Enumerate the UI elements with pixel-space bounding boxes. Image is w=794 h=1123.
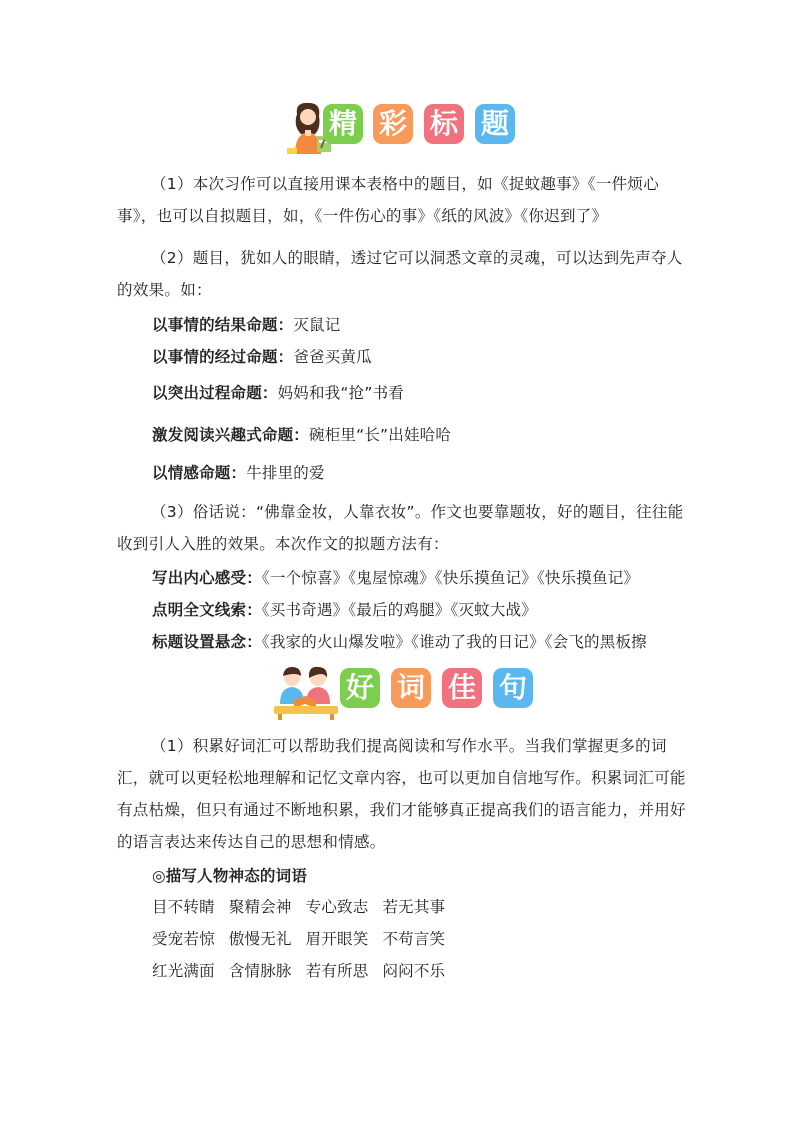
method-text: 《一个惊喜》《鬼屋惊魂》《快乐摸鱼记》《快乐摸鱼记》: [261, 569, 640, 587]
vocab-word: 含情脉脉: [228, 962, 292, 980]
method-label: 标题设置悬念：: [152, 633, 262, 651]
example-line: [152, 462, 325, 484]
vocab-word: 目不转睛: [152, 898, 215, 916]
title-char-2: 词: [391, 668, 431, 708]
title-char-1: 精: [323, 104, 363, 144]
paragraph-3: （3）俗话说：“佛靠金妆，人靠衣妆”。作文也要靠题妆，好的题目，往往能收到引人入胜的效果。本次作文的拟题方法有：: [117, 503, 684, 553]
title-char-4: 题: [475, 104, 515, 144]
vocab-heading: ◎描写人物神态的词语: [152, 867, 308, 885]
vocab-word: 不苟言笑: [382, 930, 446, 948]
section-header-titles: [0, 100, 794, 156]
vocab-word: 傲慢无礼: [228, 930, 292, 948]
example-label: 以事情的经过命题：: [152, 348, 294, 366]
vocab-row: [152, 896, 459, 918]
vocab-word: 受宠若惊: [152, 930, 215, 948]
paragraph-4: （1）积累好词汇可以帮助我们提高阅读和写作水平。当我们掌握更多的词汇，就可以更轻松地理解和记忆文章内容，也可以更加自信地写作。积累词汇可能有点枯燥，但只有通过不断地积累，我们才能够真正提高我们的语言能力，并用好的语言表达来传达自己的思想和情感。: [117, 737, 686, 851]
title-char-4: 句: [493, 668, 533, 708]
example-label: 激发阅读兴趣式命题：: [152, 426, 310, 444]
vocab-word: 红光满面: [152, 962, 215, 980]
example-line: [152, 346, 372, 368]
example-line: [152, 314, 340, 336]
example-label: 以突出过程命题：: [152, 384, 278, 402]
method-label: 点明全文线索：: [152, 601, 262, 619]
title-char-3: 佳: [442, 668, 482, 708]
example-text: 爸爸买黄瓜: [293, 348, 372, 366]
example-text: 碗柜里“长”出娃哈哈: [309, 426, 452, 444]
vocab-word: 若无其事: [382, 898, 446, 916]
vocab-word: 专心致志: [305, 898, 369, 916]
vocab-row: [152, 928, 459, 950]
example-label: 以事情的结果命题：: [152, 316, 294, 334]
example-label: 以情感命题：: [152, 464, 247, 482]
method-text: 《我家的火山爆发啦》《谁动了我的日记》《会飞的黑板擦: [261, 633, 647, 651]
method-text: 《买书奇遇》《最后的鸡腿》《灭蚊大战》: [261, 601, 537, 619]
method-line: [152, 599, 537, 621]
title-char-2: 彩: [373, 104, 413, 144]
paragraph-2: （2）题目，犹如人的眼睛，透过它可以洞悉文章的灵魂，可以达到先声夺人的效果。如：: [117, 249, 683, 299]
method-line: [152, 567, 639, 589]
vocab-word: 聚精会神: [228, 898, 292, 916]
example-text: 灭鼠记: [293, 316, 341, 334]
students-reading-illustration-icon: [272, 664, 340, 720]
title-char-3: 标: [424, 104, 464, 144]
example-line: [152, 424, 451, 446]
vocab-word: 眉开眼笑: [305, 930, 369, 948]
vocab-row: [152, 960, 459, 982]
method-line: [152, 631, 647, 653]
paragraph-1: （1）本次习作可以直接用课本表格中的题目，如《捉蚊趣事》《一件烦心事》，也可以自拟题目，如，《一件伤心的事》《纸的风波》《你迟到了》: [117, 175, 660, 225]
vocab-word: 闷闷不乐: [382, 962, 446, 980]
vocab-word: 若有所思: [305, 962, 369, 980]
title-char-1: 好: [340, 668, 380, 708]
example-line: [152, 382, 404, 404]
example-text: 牛排里的爱: [246, 464, 325, 482]
method-label: 写出内心感受：: [152, 569, 262, 587]
example-text: 妈妈和我“抢”书看: [277, 384, 404, 402]
section-header-vocabulary: [0, 664, 794, 720]
